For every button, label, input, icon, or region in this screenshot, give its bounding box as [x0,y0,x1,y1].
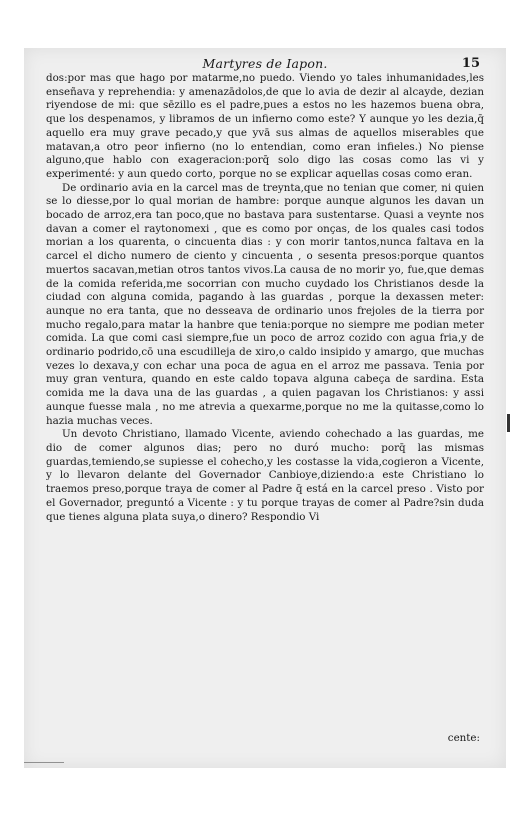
body-text [46,72,484,524]
running-head: Martyres de Iapon. [202,56,328,71]
binding-mark [507,414,510,432]
paragraph: De ordinario avia en la carcel mas de treynta,que no tenian que comer, ni quien se lo diesse,por lo qual morian de hambre: porque aunque algunos les davan un bocado de arroz,era tan poco,que no bastava para sustentarse. Quasi a veynte nos davan a comer el raytonomexi , que es como por onças, de los quales casi todos morian a los quarenta, o cincuenta dias : y con morir tantos,nunca faltava en la carcel el dicho numero de ciento y cincuenta , o sesenta presos:porque quantos muertos sacavan,metian otros tantos vivos.La causa de no morir yo, fue,que demas de la comida referida,me socorrian con mucho cuydado los Christianos desde la ciudad con alguna comida, pagando à las guardas , porque la dexassen meter: aunque no era tanta, que no desseava de ordinario unos frejoles de la tierra por mucho regalo,para matar la hanbre que tenia:porque no siempre me podian meter comida. La que comi casi siempre,fue un poco de arroz cozido con agua fria,y de ordinario podrido,cō una escudilleja de xiro,o caldo insipido y amargo, que muchas vezes lo dexava,y con echar una poca de agua en el arroz me passava. Tenia por muy gran ventura, quando en este caldo topava alguna cabeça de sardina. Esta comida me la dava una de las guardas , a quien pagavan los Christianos: y assi aunque fuesse mala , no me atrevia a quexarme,porque no me la quitasse,como lo hazia muchas veces. [46,181,484,427]
book-page [24,48,506,768]
page-number: 15 [461,56,480,71]
scan-edge-line [24,762,64,763]
catchword: cente: [447,732,480,744]
page-header [24,56,506,72]
paragraph: dos:por mas que hago por matarme,no puedo. Viendo yo tales inhumanidades,les enseñava y reprehendia: y amenazādolos,de que lo avia de dezir al alcayde, dezian riyendose de mi: que sēzillo es el padre,pues a estos no les hazemos buena obra, que los despenamos, y libramos de un infierno como este? Y aunque yo les dezia,q̄ aquello era muy grave pecado,y que yvā sus almas de aquellos miserables que matavan,a otro peor infierno (no lo entendian, como eran infieles.) No piense alguno,que hablo con exageracion:porq̄ solo digo las cosas como las vi y experimenté: y aun quedo corto, porque no se explicar aquellas cosas como eran. [46,72,484,180]
paragraph: Un devoto Christiano, llamado Vicente, aviendo cohechado a las guardas, me dio de comer algunos dias; pero no duró mucho: porq̄ las mismas guardas,temiendo,se supiesse el cohecho,y les costasse la vida,cogieron a Vicente, y lo llevaron delante del Governador Canbioye,diziendo:a este Christiano lo traemos preso,porque traya de comer al Padre q̄ está en la carcel preso . Visto por el Governador, preguntó a Vicente : y tu porque trayas de comer al Padre?sin duda que tienes alguna plata suya,o dinero? Respondio Vi [46,428,484,523]
